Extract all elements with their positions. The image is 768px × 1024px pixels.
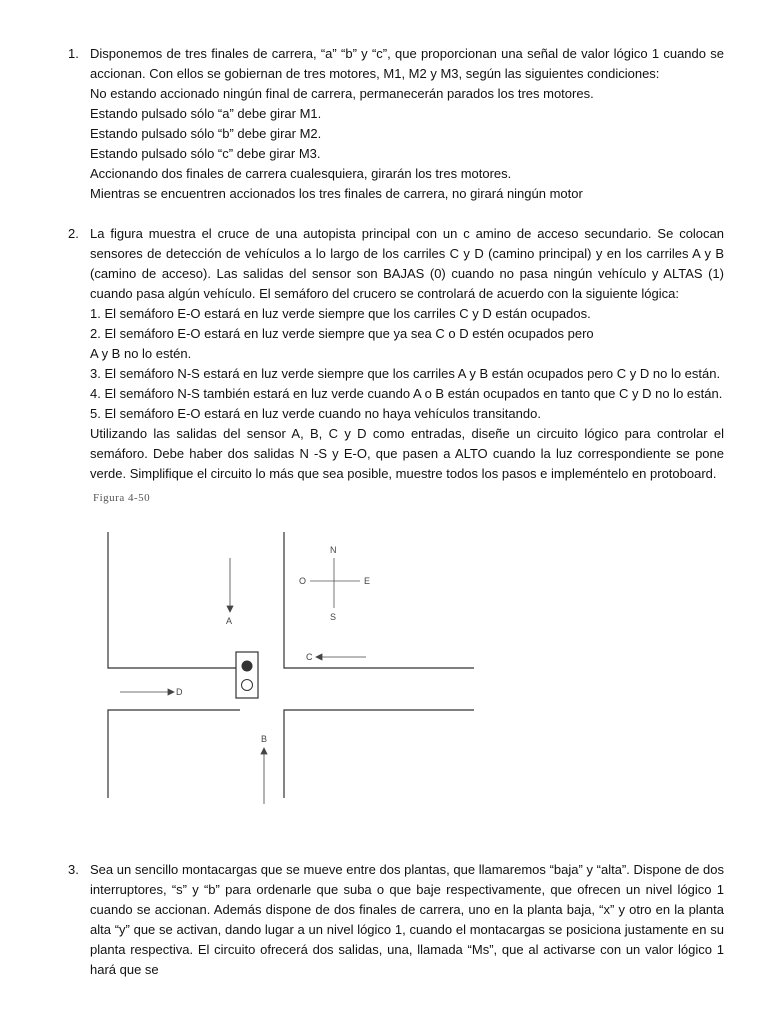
- lane-a-arrow: [227, 558, 233, 612]
- problem-1-line: No estando accionado ningún final de carrera, permanecerán parados los tres motores.: [90, 86, 594, 101]
- lane-b-arrow: [261, 748, 267, 804]
- intersection-figure: [96, 520, 476, 820]
- problem-1-line: Estando pulsado sólo “a” debe girar M1.: [90, 106, 322, 121]
- traffic-light-red-lamp: [242, 661, 253, 672]
- traffic-light: [236, 652, 258, 698]
- lane-d-label: D: [176, 687, 183, 697]
- problem-3-body: [90, 860, 724, 980]
- problem-2-closing: Utilizando las salidas del sensor A, B, C y D como entradas, diseñe un circuito lógico para controlar el semáforo. Debe haber dos salidas N -S y E-O, que pasen a ALTO cuando la luz correspondiente se pone verde. Simplifique el circuito lo más que sea posible, muestre todos los pasos e impleméntelo en protoboard.: [90, 426, 724, 481]
- problem-2-rule: 4. El semáforo N-S también estará en luz verde cuando A o B están ocupados en tanto que C y D no lo están.: [90, 386, 723, 401]
- problem-1-line: Accionando dos finales de carrera cualesquiera, girarán los tres motores.: [90, 166, 512, 181]
- compass-south-label: S: [330, 612, 337, 622]
- road-edge-bottom-left: [108, 710, 240, 798]
- problem-2-paragraph: La figura muestra el cruce de una autopista principal con un c amino de acceso secundario. Se colocan sensores de detección de vehículos a lo largo de los carriles C y D (camino principal) y en los carriles A y B (camino de acceso). Las salidas del sensor son BAJAS (0) cuando no pasa ningún vehículo y ALTAS (1) cuando pasa algún vehículo. El semáforo del crucero se controlará de acuerdo con la siguiente lógica:: [90, 226, 724, 301]
- problem-1-body: [90, 44, 724, 204]
- compass-east-label: E: [364, 576, 371, 586]
- road-edge-bottom-right: [284, 710, 474, 798]
- problem-2-rule: A y B no lo estén.: [90, 346, 192, 361]
- traffic-light-green-lamp: [242, 680, 253, 691]
- road-edge-top-left: [108, 532, 240, 668]
- problem-2-body: [90, 224, 724, 484]
- problem-1-line: Estando pulsado sólo “b” debe girar M2.: [90, 126, 322, 141]
- lane-c-arrow: [316, 654, 366, 660]
- problem-1-line: Mientras se encuentren accionados los tres finales de carrera, no girará ningún motor: [90, 186, 583, 201]
- problem-2-rule: 3. El semáforo N-S estará en luz verde siempre que los carriles A y B están ocupados pero C y D no lo están.: [90, 366, 721, 381]
- compass: [310, 558, 360, 608]
- lane-d-arrow: [120, 689, 174, 695]
- problem-2-rule: 5. El semáforo E-O estará en luz verde cuando no haya vehículos transitando.: [90, 406, 541, 421]
- problem-1-line: Estando pulsado sólo “c” debe girar M3.: [90, 146, 321, 161]
- road-edge-top-right: [284, 532, 474, 668]
- problem-3-number: 3.: [68, 862, 79, 877]
- compass-north-label: N: [330, 545, 337, 555]
- lane-c-label: C: [306, 652, 313, 662]
- problem-2-rule: 1. El semáforo E-O estará en luz verde siempre que los carriles C y D están ocupados.: [90, 306, 591, 321]
- problem-3-paragraph: Sea un sencillo montacargas que se mueve entre dos plantas, que llamaremos “baja” y “alta”. Dispone de dos interruptores, “s” y “b” para ordenarle que suba o que baje respectivamente, que ofrecen un nivel lógico 1 cuando se accionan. Además dispone de dos finales de carrera, uno en la planta baja, “x” y otro en la planta alta “y” que se activan, dando lugar a un nivel lógico 1, cuando el montacargas se posiciona justamente en su planta respectiva. El circuito ofrecerá dos salidas, una, llamada “Ms”, que al activarse con un valor lógico 1 hará que se: [90, 862, 724, 977]
- lane-b-label: B: [261, 734, 268, 744]
- problem-2-number: 2.: [68, 226, 79, 241]
- problem-2-rule: 2. El semáforo E-O estará en luz verde siempre que ya sea C o D estén ocupados pero: [90, 326, 594, 341]
- problem-1-number: 1.: [68, 46, 79, 61]
- compass-west-label: O: [299, 576, 307, 586]
- lane-a-label: A: [226, 616, 233, 626]
- problem-1-paragraph: Disponemos de tres finales de carrera, “a” “b” y “c”, que proporcionan una señal de valor lógico 1 cuando se accionan. Con ellos se gobiernan de tres motores, M1, M2 y M3, según las siguientes condiciones:: [90, 46, 724, 81]
- figure-caption: Figura 4-50: [93, 492, 151, 504]
